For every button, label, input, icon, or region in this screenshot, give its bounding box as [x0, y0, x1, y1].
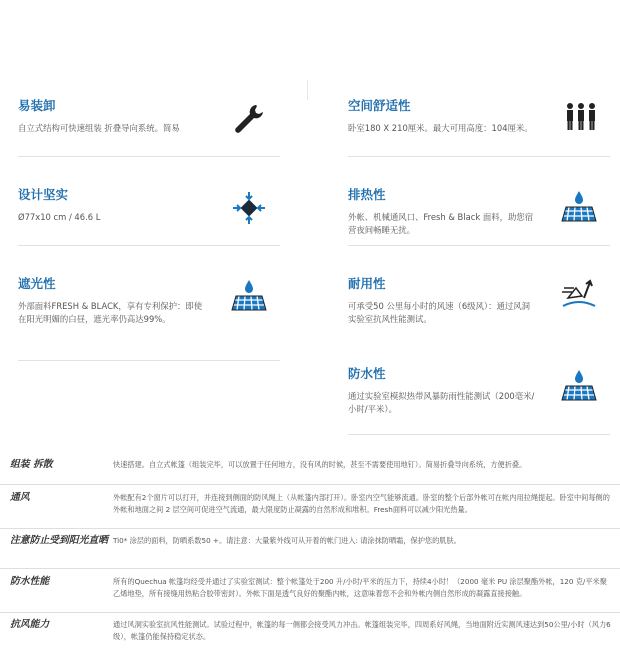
divider — [18, 156, 280, 157]
wrench-icon — [232, 102, 266, 140]
spec-key: 抗风能力 — [10, 619, 50, 630]
feature-desc: 外部面料FRESH & BLACK，享有专利保护：即使在阳光明媚的白昼，遮光率仍高达99%。 — [18, 301, 203, 324]
feature-desc: 外帐、机械通风口、Fresh & Black 面料，助您宿营夜间畅睡无扰。 — [348, 212, 534, 235]
feature-easy-setup — [18, 98, 280, 133]
divider — [0, 612, 620, 613]
feature-desc: 自立式结构可快速组装 折叠导向系统。简易 — [18, 123, 180, 133]
divider — [348, 434, 610, 435]
spec-key: 通风 — [10, 492, 30, 503]
feature-title: 设计坚实 — [18, 187, 69, 202]
spec-key: 注意防止受到阳光直晒 — [10, 535, 108, 546]
spec-value: Ti0* 涂层的面料，防晒系数50 +。请注意：大量紫外线可从开着的帐门进入: 请涂抹防晒霜，保护您的肌肤。 — [113, 536, 461, 545]
spec-value: 快速搭建。自立式帐篷（组装完毕，可以放置于任何地方，没有风的时候，甚至不需要使用地钉）。简易折叠导向系统，方便折叠。 — [113, 460, 527, 469]
spec-value: 所有的Quechua 帐篷均经受并通过了实验室测试：整个帐篷处于200 升/小时/平米的压力下，持续4小时！（2000 毫米 PU 涂层聚酯外帐，120 克/平米聚乙烯地垫，所有接缝用热粘合胶带密封）。外帐下面是透气良好的聚酯内帐，这意味着您不会和外帐内侧自然形成的凝露直接接触。 — [113, 577, 607, 598]
feature-blackout — [18, 276, 280, 324]
divider — [18, 360, 280, 361]
feature-desc: Ø77x10 cm / 46.6 L — [18, 212, 101, 222]
feature-desc: 卧室180 X 210厘米。最大可用高度：104厘米。 — [348, 123, 533, 133]
fabric-drop-icon — [230, 278, 268, 316]
divider — [348, 245, 610, 246]
wind-resistance-icon — [560, 276, 598, 318]
feature-title: 防水性 — [348, 366, 386, 381]
fabric-drop-icon — [560, 189, 598, 227]
spec-value: 通过风洞实验室抗风性能测试。试验过程中，帐篷的每一侧都会接受风力冲击。帐篷组装完毕，四周系好风绳，当地面附近实测风速达到50公里/小时（风力6级），帐篷仍能保持稳定状态。 — [113, 620, 611, 641]
feature-solid-design — [18, 187, 280, 222]
divider — [0, 484, 620, 485]
feature-waterproof — [348, 366, 610, 414]
spec-key: 组装 拆散 — [10, 459, 53, 470]
feature-space-comfort — [348, 98, 610, 133]
column-divider — [307, 80, 308, 100]
compression-arrows-icon — [232, 191, 266, 229]
feature-title: 遮光性 — [18, 276, 56, 291]
feature-desc: 通过实验室模拟热带风暴防雨性能测试（200毫米/小时/平米）。 — [348, 391, 535, 414]
feature-title: 排热性 — [348, 187, 386, 202]
fabric-drop-icon — [560, 368, 598, 406]
feature-title: 耐用性 — [348, 276, 386, 291]
divider — [0, 528, 620, 529]
spec-value: 外帐配有2个窗片可以打开，并连接到侧面的防风绳上（从帐篷内部打开）。卧室内空气能够流通。卧室的整个后部外帐可在帐内用拉绳提起。卧室中间每侧的外帐和地面之间 2 层空间可促进空气流通，最大限度防止凝露的自然形成和堆积。Fresh面料可以减少阳光热量。 — [113, 493, 610, 514]
feature-durability — [348, 276, 610, 324]
divider — [0, 568, 620, 569]
spec-key: 防水性能 — [10, 576, 50, 587]
feature-title: 空间舒适性 — [348, 98, 411, 113]
divider — [348, 156, 610, 157]
people-icon — [564, 100, 598, 138]
feature-heat-dissipation — [348, 187, 610, 235]
feature-desc: 可承受50 公里每小时的风速（6级风）：通过风洞实验室抗风性能测试。 — [348, 301, 530, 324]
feature-title: 易装卸 — [18, 98, 56, 113]
divider — [18, 245, 280, 246]
